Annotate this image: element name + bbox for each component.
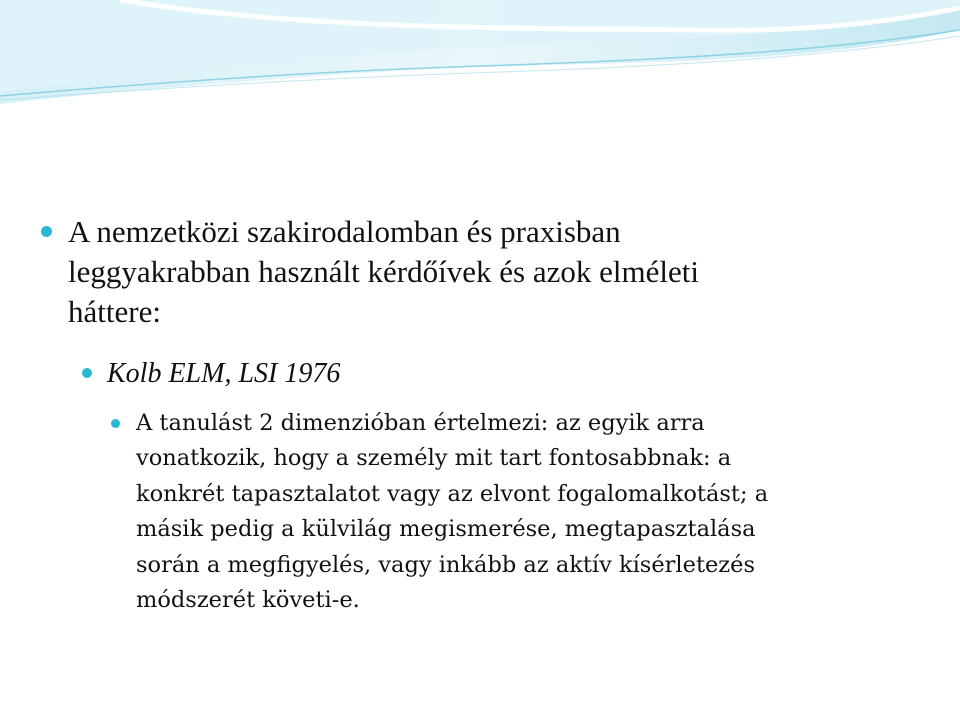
level3-line-1: A tanulást 2 dimenzióban értelmezi: az egyik arra	[136, 410, 705, 436]
bullet-dot-level2	[82, 368, 92, 378]
level1-line-2: leggyakrabban használt kérdőívek és azok elméleti	[68, 254, 699, 289]
bullet-dot-level1	[41, 226, 52, 237]
level3-line-4: másik pedig a külvilág megismerése, megtapasztalása	[136, 516, 756, 542]
level3-line-6: módszerét követi-e.	[136, 587, 360, 613]
level1-line-1: A nemzetközi szakirodalomban és praxisban	[68, 214, 621, 249]
level3-line-3: konkrét tapasztalatot vagy az elvont fogalomalkotást; a	[136, 481, 769, 507]
level1-line-3: háttere:	[68, 294, 161, 329]
bullet-dot-level3	[111, 419, 120, 428]
level3-line-2: vonatkozik, hogy a személy mit tart fontosabbnak: a	[136, 445, 732, 471]
level2-heading: Kolb ELM, LSI 1976	[107, 358, 341, 389]
level3-line-5: során a megfigyelés, vagy inkább az aktív kísérletezés	[136, 552, 756, 578]
